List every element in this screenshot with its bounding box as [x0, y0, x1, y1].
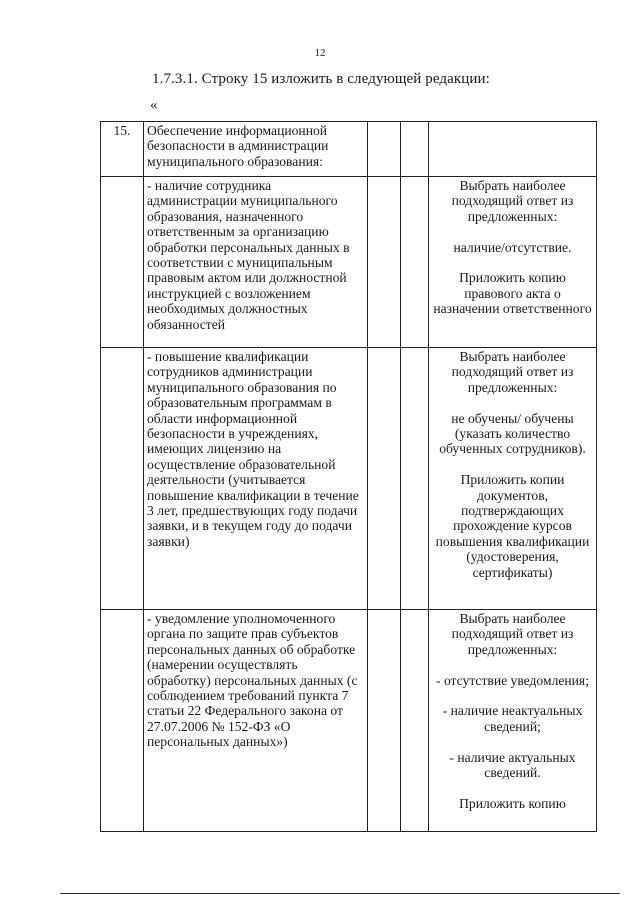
criterion-description: - повышение квалификации сотрудников администрации муниципального образования по образовательным программам в области информационной безопасности в учреждениях, имеющих лицензию на осуществление образовательной деятельности (учитывается повышение квалификации в течение 3 лет, предшествующих году подачи заявки, и в текущем году до подачи заявки): [144, 348, 368, 610]
answer-instruction: Выбрать наиболее подходящий ответ из предложенных:: [451, 611, 574, 657]
attachment-note: Приложить копию: [459, 795, 566, 811]
page-bottom-edge: [60, 893, 620, 894]
page-number: 12: [314, 47, 326, 59]
table-row: [101, 348, 597, 610]
empty-cell: [101, 348, 144, 610]
answer-options: не обучены/ обучены (указать количество обученных сотрудников).: [439, 410, 586, 457]
empty-cell: [401, 177, 429, 348]
row-number: 15.: [101, 122, 144, 177]
criterion-description: - уведомление уполномоченного органа по защите прав субъектов персональных данных об обработке (намерении осуществлять обработку) персональных данных (с соблюдением требований пункта 7 статьи 22 Федерального закона от 27.07.2006 № 152-ФЗ «О персональных данных»): [144, 610, 368, 832]
criterion-description: - наличие сотрудника администрации муниципального образования, назначенного ответственным за организацию обработки персональных данных в соответствии с муниципальным правовым актом или должностной инструкцией с возложением необходимых должностных обязанностей: [144, 177, 368, 348]
answer-options: наличие/отсутствие.: [453, 239, 572, 255]
empty-cell: [101, 610, 144, 832]
empty-cell: [401, 610, 429, 832]
empty-cell: [101, 177, 144, 348]
attachment-note: Приложить копию правового акта о назначении ответственного: [433, 270, 592, 317]
answer-cell: [429, 348, 597, 610]
empty-cell: [368, 348, 401, 610]
empty-cell: [429, 122, 597, 177]
table-row: [101, 610, 597, 832]
answer-cell: [429, 610, 597, 832]
answer-instruction: Выбрать наиболее подходящий ответ из предложенных:: [451, 178, 574, 224]
table-row: [101, 122, 597, 177]
opening-quote: «: [150, 97, 158, 113]
empty-cell: [368, 177, 401, 348]
empty-cell: [401, 348, 429, 610]
intro-text: 1.7.3.1. Строку 15 изложить в следующей редакции:: [152, 71, 490, 87]
attachment-note: Приложить копии документов, подтверждающих прохождение курсов повышения квалификации (удостоверения, сертификаты): [435, 472, 590, 580]
empty-cell: [368, 122, 401, 177]
criteria-table: [100, 121, 597, 832]
answer-instruction: Выбрать наиболее подходящий ответ из предложенных:: [451, 349, 574, 395]
answer-cell: [429, 177, 597, 348]
answer-option: - наличие актуальных сведений.: [449, 749, 576, 781]
criterion-header: Обеспечение информационной безопасности в администрации муниципального образования:: [144, 122, 368, 177]
answer-option: - отсутствие уведомления;: [436, 672, 589, 688]
answer-option: - наличие неактуальных сведений;: [442, 703, 583, 734]
empty-cell: [401, 122, 429, 177]
empty-cell: [368, 610, 401, 832]
table-row: [101, 177, 597, 348]
